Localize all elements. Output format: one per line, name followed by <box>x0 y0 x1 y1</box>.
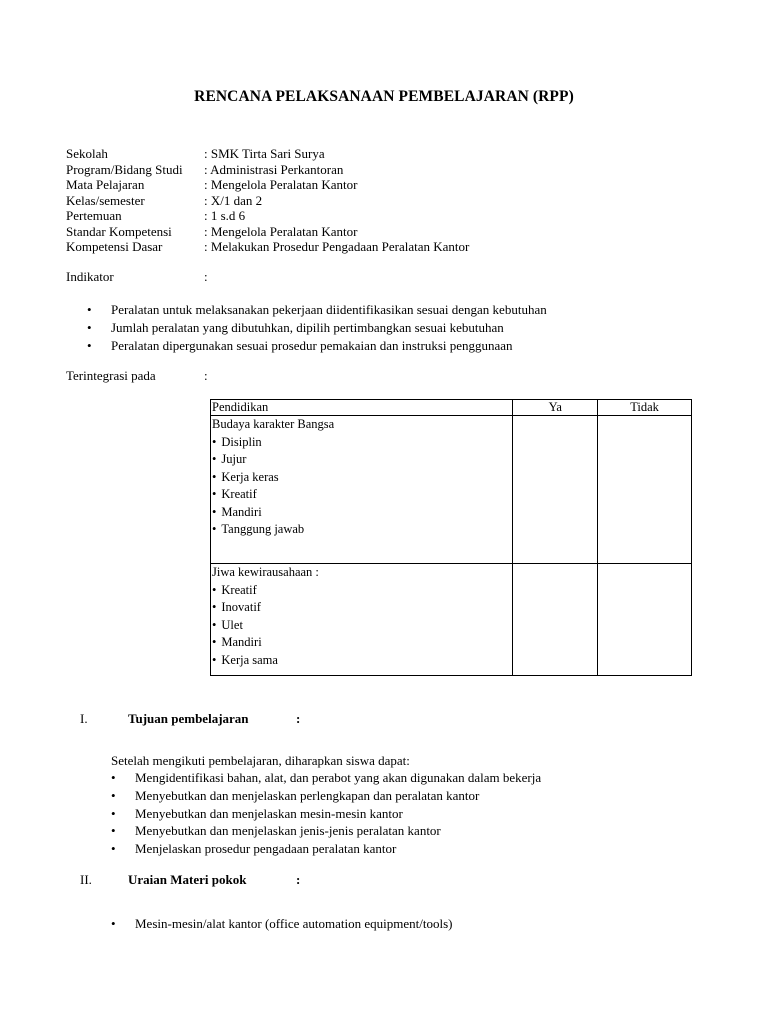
section-title: Uraian Materi pokok <box>128 872 247 887</box>
list-item: • Kerja keras <box>212 469 511 487</box>
list-item: • Mengidentifikasi bahan, alat, dan perabot yang akan digunakan dalam bekerja <box>111 769 541 787</box>
table-cell-tidak <box>598 564 692 676</box>
list-item: • Peralatan untuk melaksanakan pekerjaan diidentifikasikan sesuai dengan kebutuhan <box>87 301 547 319</box>
list-item: • Kreatif <box>212 486 511 504</box>
indikator-label-row <box>66 269 208 285</box>
info-value: : Mengelola Peralatan Kantor <box>204 223 358 239</box>
list-item: • Menyebutkan dan menjelaskan jenis-jenis peralatan kantor <box>111 822 541 840</box>
table-row <box>211 416 692 564</box>
identity-block <box>66 146 469 255</box>
info-row-mata-pelajaran <box>66 177 469 193</box>
table-header-row <box>211 400 692 416</box>
table-header-tidak: Tidak <box>598 400 692 416</box>
section-number: I. <box>80 711 88 726</box>
info-label: Kelas/semester <box>66 192 145 208</box>
list-item: • Ulet <box>212 617 511 635</box>
list-item: • Menyebutkan dan menjelaskan perlengkapan dan peralatan kantor <box>111 787 541 805</box>
table-header-pendidikan: Pendidikan <box>211 400 513 416</box>
info-value: : X/1 dan 2 <box>204 192 263 208</box>
table-cell-ya <box>513 564 598 676</box>
info-value: : SMK Tirta Sari Surya <box>204 146 325 161</box>
table-cell-ya <box>513 416 598 564</box>
list-item: • Jumlah peralatan yang dibutuhkan, dipilih pertimbangkan sesuai kebutuhan <box>87 319 547 337</box>
info-row-sekolah <box>66 146 469 162</box>
info-row-program <box>66 162 469 178</box>
table-cell-tidak <box>598 416 692 564</box>
list-item: • Disiplin <box>212 434 511 452</box>
list-item: • Inovatif <box>212 599 511 617</box>
character-education-table <box>210 399 692 676</box>
info-value: : 1 s.d 6 <box>204 208 246 223</box>
indikator-label: Indikator <box>66 269 114 284</box>
info-label: Pertemuan <box>66 208 122 223</box>
section-heading-tujuan <box>80 711 300 727</box>
list-item: • Kerja sama <box>212 652 511 670</box>
info-value: : Administrasi Perkantoran <box>204 161 344 177</box>
materi-list <box>111 915 452 933</box>
table-header-ya: Ya <box>513 400 598 416</box>
info-label: Kompetensi Dasar <box>66 239 163 254</box>
list-item: • Jujur <box>212 451 511 469</box>
list-item: • Peralatan dipergunakan sesuai prosedur pemakaian dan instruksi penggunaan <box>87 337 547 355</box>
list-item: • Menyebutkan dan menjelaskan mesin-mesin kantor <box>111 805 541 823</box>
indikator-colon: : <box>204 269 208 284</box>
terintegrasi-colon: : <box>204 368 208 383</box>
table-cell-budaya <box>211 416 513 564</box>
list-item: • Tanggung jawab <box>212 521 511 539</box>
info-row-kelas <box>66 193 469 209</box>
section-number: II. <box>80 872 92 887</box>
info-row-pertemuan <box>66 208 469 224</box>
list-item: • Menjelaskan prosedur pengadaan peralatan kantor <box>111 840 541 858</box>
terintegrasi-label-row <box>66 368 208 384</box>
info-row-kompetensi-dasar <box>66 239 469 255</box>
table-row <box>211 564 692 676</box>
info-label: Mata Pelajaran <box>66 177 145 192</box>
section-title: Tujuan pembelajaran <box>128 711 249 726</box>
section-heading: Budaya karakter Bangsa <box>212 417 335 431</box>
indikator-list <box>87 301 547 355</box>
terintegrasi-label: Terintegrasi pada <box>66 368 156 383</box>
section-colon: : <box>296 872 301 887</box>
info-label: Sekolah <box>66 146 108 161</box>
section-colon: : <box>296 711 301 726</box>
info-value: : Mengelola Peralatan Kantor <box>204 177 358 192</box>
section-heading-materi <box>80 872 300 888</box>
list-item: • Mandiri <box>212 634 511 652</box>
tujuan-list <box>111 769 541 858</box>
tujuan-intro: Setelah mengikuti pembelajaran, diharapkan siswa dapat: <box>111 753 410 768</box>
list-item: • Mesin-mesin/alat kantor (office automation equipment/tools) <box>111 915 452 933</box>
document-title: RENCANA PELAKSANAAN PEMBELAJARAN (RPP) <box>194 88 574 105</box>
info-label: Standar Kompetensi <box>66 223 172 239</box>
section-heading: Jiwa kewirausahaan : <box>212 565 319 579</box>
info-value: : Melakukan Prosedur Pengadaan Peralatan Kantor <box>204 239 470 254</box>
list-item: • Mandiri <box>212 504 511 522</box>
info-row-standar-kompetensi <box>66 224 469 240</box>
table-cell-kewirausahaan <box>211 564 513 676</box>
info-label: Program/Bidang Studi <box>66 161 183 177</box>
list-item: • Kreatif <box>212 582 511 600</box>
